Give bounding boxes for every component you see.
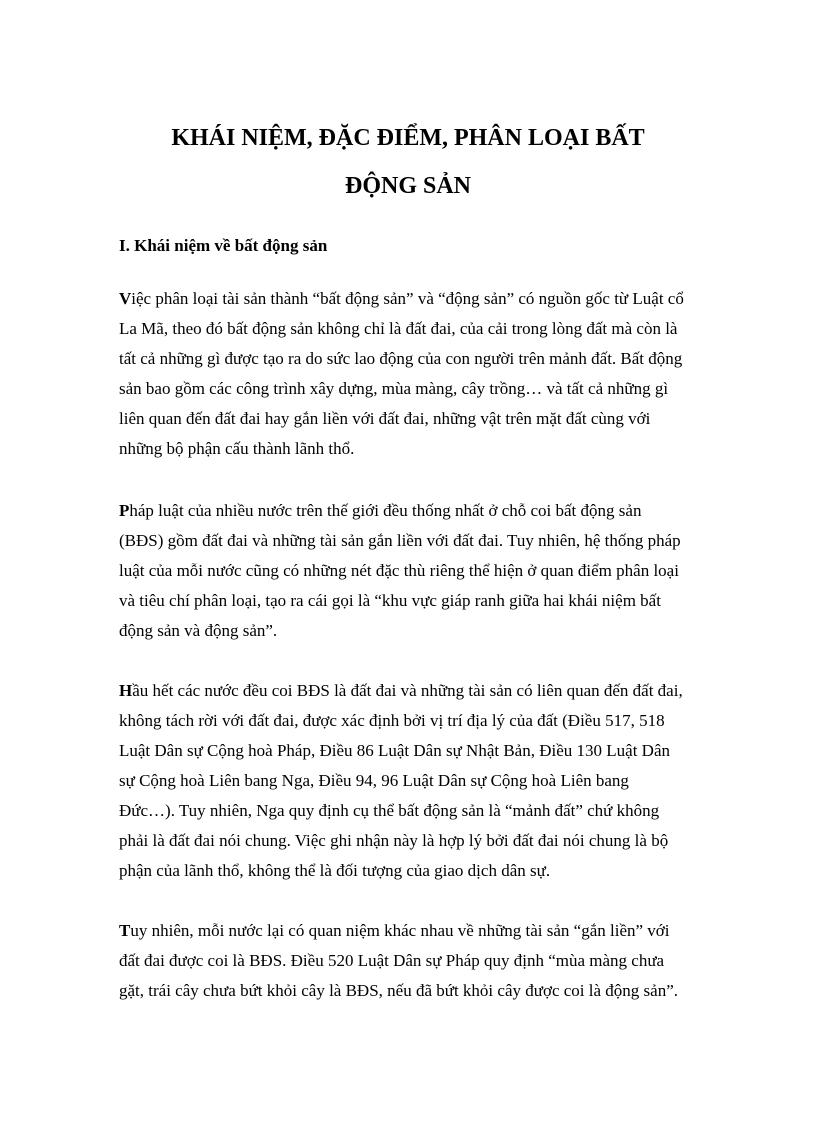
- paragraph-initial: V: [119, 289, 132, 308]
- paragraph-3: [119, 676, 719, 886]
- document-title-line-2: ĐỘNG SẢN: [344, 173, 471, 199]
- paragraph-line: động sản và động sản”.: [119, 621, 278, 640]
- paragraph-line: [119, 496, 719, 526]
- paragraph-line-text: iệc phân loại tài sản thành “bất động sản” và “động sản” có nguồn gốc từ Luật cổ: [131, 289, 684, 308]
- paragraph-line: phận của lãnh thổ, không thể là đối tượng của giao dịch dân sự.: [119, 861, 551, 880]
- paragraph-initial: T: [119, 921, 131, 940]
- paragraph-line: [119, 284, 719, 314]
- paragraph-line: tất cả những gì được tạo ra do sức lao động của con người trên mảnh đất. Bất động: [119, 349, 683, 368]
- section-heading: I. Khái niệm về bất động sản: [119, 236, 328, 255]
- paragraph-4: [119, 916, 719, 1006]
- paragraph-line: [119, 916, 719, 946]
- paragraph-line: (BĐS) gồm đất đai và những tài sản gắn liền với đất đai. Tuy nhiên, hệ thống pháp: [119, 531, 681, 550]
- paragraph-line-text: háp luật của nhiều nước trên thế giới đều thống nhất ở chỗ coi bất động sản: [129, 501, 642, 520]
- paragraph-line: Đức…). Tuy nhiên, Nga quy định cụ thể bất động sản là “mảnh đất” chứ không: [119, 801, 660, 820]
- paragraph-line: Luật Dân sự Cộng hoà Pháp, Điều 86 Luật Dân sự Nhật Bản, Điều 130 Luật Dân: [119, 741, 670, 760]
- paragraph-line: liên quan đến đất đai hay gắn liền với đất đai, những vật trên mặt đất cùng với: [119, 409, 651, 428]
- paragraph-line: và tiêu chí phân loại, tạo ra cái gọi là “khu vực giáp ranh giữa hai khái niệm bất: [119, 591, 661, 610]
- paragraph-line: đất đai được coi là BĐS. Điều 520 Luật Dân sự Pháp quy định “mùa màng chưa: [119, 951, 665, 970]
- paragraph-line: phải là đất đai nói chung. Việc ghi nhận này là hợp lý bởi đất đai nói chung là bộ: [119, 831, 669, 850]
- paragraph-line-text: uy nhiên, mỗi nước lại có quan niệm khác nhau về những tài sản “gắn liền” với: [130, 921, 670, 940]
- paragraph-line: La Mã, theo đó bất động sản không chỉ là đất đai, của cải trong lòng đất mà còn là: [119, 319, 678, 338]
- paragraph-line: [119, 676, 719, 706]
- paragraph-line: những bộ phận cấu thành lãnh thổ.: [119, 439, 355, 458]
- document-title-line-1: KHÁI NIỆM, ĐẶC ĐIỂM, PHÂN LOẠI BẤT: [171, 125, 645, 151]
- paragraph-line: luật của mỗi nước cũng có những nét đặc thù riêng thể hiện ở quan điểm phân loại: [119, 561, 679, 580]
- paragraph-2: [119, 496, 719, 646]
- paragraph-line: không tách rời với đất đai, được xác định bởi vị trí địa lý của đất (Điều 517, 518: [119, 711, 665, 730]
- paragraph-1: [119, 284, 719, 464]
- paragraph-initial: P: [119, 501, 130, 520]
- paragraph-line: sự Cộng hoà Liên bang Nga, Điều 94, 96 Luật Dân sự Cộng hoà Liên bang: [119, 771, 629, 790]
- paragraph-line-text: ầu hết các nước đều coi BĐS là đất đai và những tài sản có liên quan đến đất đai,: [132, 681, 683, 700]
- paragraph-line: sản bao gồm các công trình xây dựng, mùa màng, cây trồng… và tất cả những gì: [119, 379, 669, 398]
- paragraph-initial: H: [119, 681, 133, 700]
- paragraph-line: gặt, trái cây chưa bứt khỏi cây là BĐS, nếu đã bứt khỏi cây được coi là động sản”.: [119, 981, 678, 1000]
